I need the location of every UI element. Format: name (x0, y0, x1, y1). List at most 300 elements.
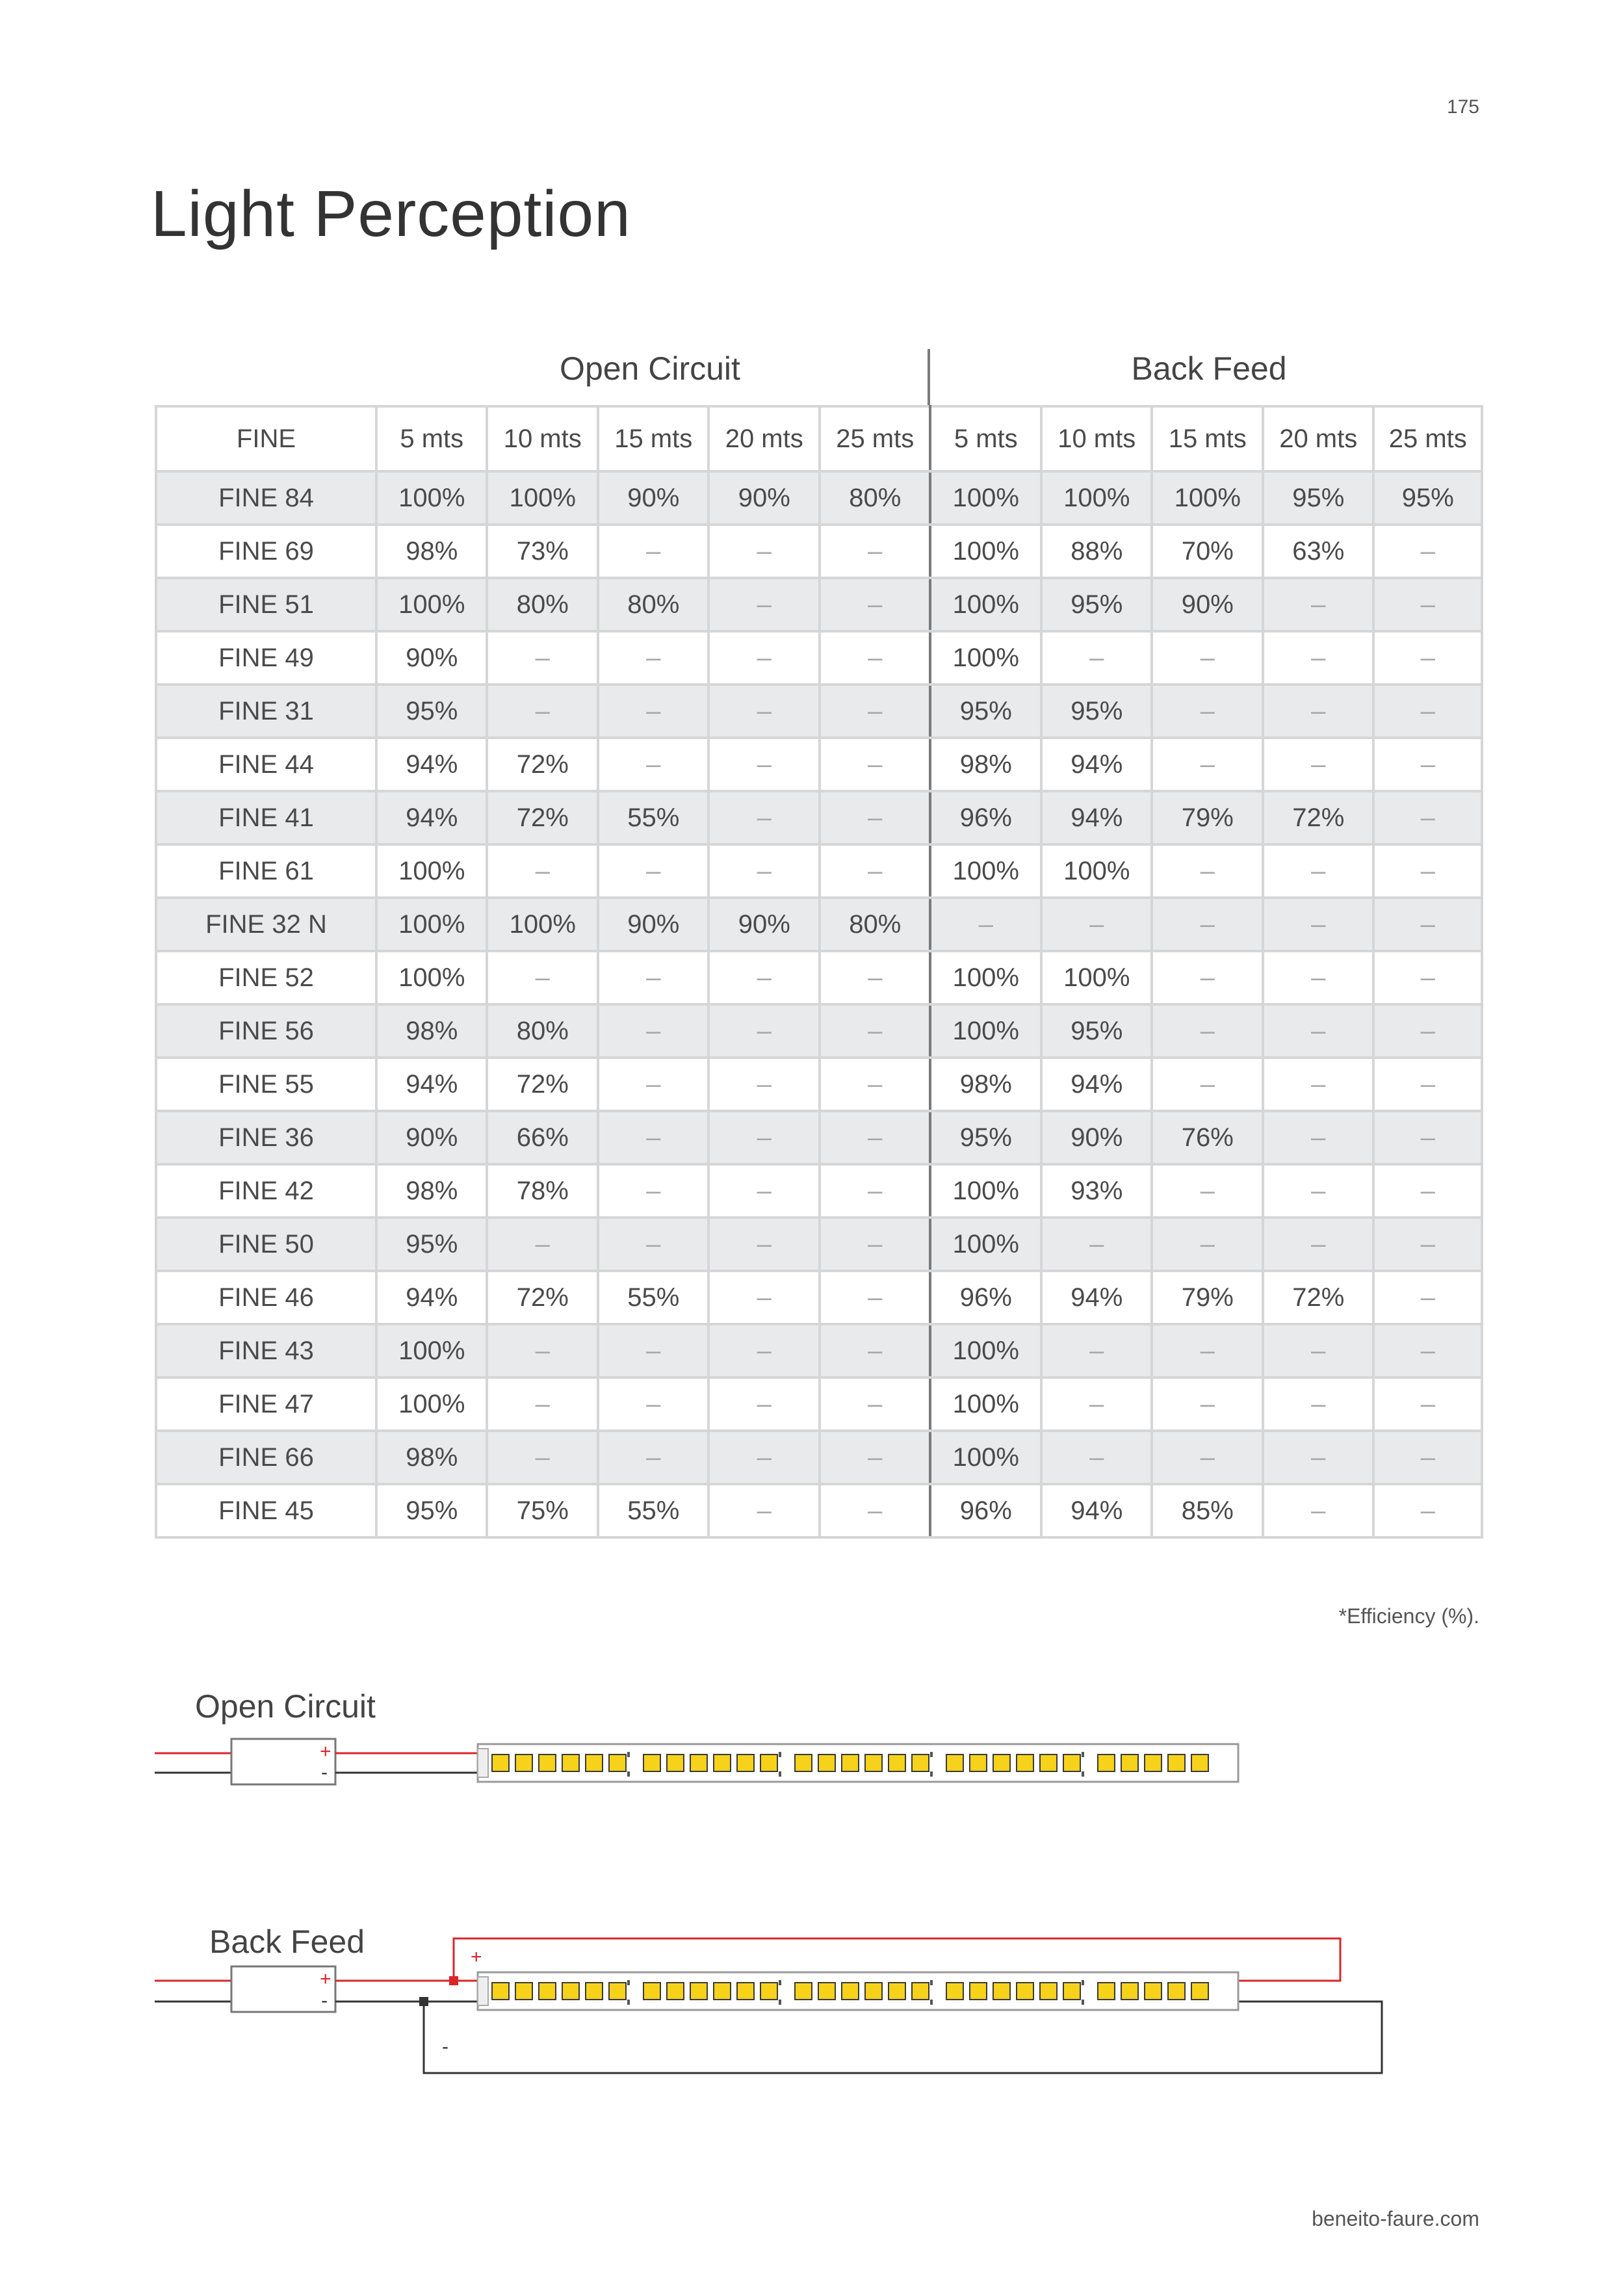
efficiency-cell: 96% (930, 1271, 1041, 1324)
bf-positive-junction (449, 1976, 458, 1985)
efficiency-cell: – (487, 1218, 598, 1271)
efficiency-cell: 76% (1152, 1111, 1263, 1164)
bf-plus-sign: + (320, 1968, 331, 1990)
model-cell: FINE 36 (156, 1111, 376, 1164)
efficiency-cell: – (708, 844, 820, 898)
efficiency-cell: – (1152, 898, 1263, 951)
efficiency-cell: – (1373, 1058, 1482, 1111)
efficiency-cell: – (708, 525, 820, 578)
page-number: 175 (1446, 96, 1479, 118)
led-chip (1121, 1755, 1138, 1771)
efficiency-cell: – (708, 1058, 820, 1111)
led-chip (760, 1983, 777, 2000)
efficiency-cell: – (598, 844, 709, 898)
efficiency-cell: – (1373, 631, 1482, 685)
efficiency-cell: 55% (598, 1271, 709, 1324)
efficiency-cell: – (1373, 844, 1482, 898)
efficiency-cell: – (708, 1271, 820, 1324)
efficiency-cell: – (820, 1431, 931, 1484)
led-chip (737, 1755, 754, 1771)
model-cell: FINE 44 (156, 738, 376, 791)
efficiency-cell: – (1263, 1431, 1374, 1484)
efficiency-cell: 94% (1041, 1058, 1152, 1111)
led-chip (1168, 1983, 1185, 2000)
model-cell: FINE 61 (156, 844, 376, 898)
led-chip (1063, 1983, 1080, 2000)
efficiency-cell: – (820, 1004, 931, 1058)
led-chip (1145, 1983, 1162, 2000)
led-chip (539, 1755, 556, 1771)
efficiency-cell: 95% (376, 1218, 487, 1271)
efficiency-cell: 95% (1041, 578, 1152, 631)
efficiency-cell: – (1373, 898, 1482, 951)
efficiency-cell: – (1152, 1058, 1263, 1111)
efficiency-cell: 90% (708, 471, 820, 525)
efficiency-footnote: *Efficiency (%). (1338, 1604, 1479, 1628)
efficiency-cell: – (1263, 1324, 1374, 1377)
cut-mark (930, 1771, 933, 1777)
efficiency-cell: 90% (598, 898, 709, 951)
efficiency-cell: – (820, 1164, 931, 1218)
oc-minus-sign: - (321, 1762, 328, 1783)
efficiency-cell: 98% (930, 738, 1041, 791)
led-chip (609, 1755, 626, 1771)
efficiency-cell: – (1041, 1431, 1152, 1484)
cut-mark (779, 1752, 781, 1757)
efficiency-cell: – (820, 578, 931, 631)
efficiency-cell: – (1373, 1324, 1482, 1377)
efficiency-cell: – (598, 1111, 709, 1164)
led-chip (667, 1755, 684, 1771)
efficiency-cell: – (1263, 898, 1374, 951)
efficiency-cell: – (820, 844, 931, 898)
led-chip (912, 1983, 929, 2000)
model-cell: FINE 49 (156, 631, 376, 685)
model-cell: FINE 50 (156, 1218, 376, 1271)
cut-mark (627, 1752, 630, 1757)
led-chip (865, 1755, 882, 1771)
efficiency-cell: – (1152, 844, 1263, 898)
efficiency-cell: – (1152, 738, 1263, 791)
efficiency-cell: – (820, 1111, 931, 1164)
led-chip (714, 1755, 731, 1771)
led-chip (1063, 1755, 1080, 1771)
efficiency-cell: 100% (1152, 471, 1263, 525)
efficiency-cell: – (1263, 1377, 1374, 1431)
efficiency-cell: 72% (487, 1058, 598, 1111)
model-cell: FINE 84 (156, 471, 376, 525)
efficiency-cell: – (1373, 685, 1482, 738)
efficiency-cell: – (487, 1324, 598, 1377)
efficiency-cell: 94% (376, 1271, 487, 1324)
bf-minus-sign: - (321, 1990, 328, 2011)
efficiency-cell: – (1373, 578, 1482, 631)
efficiency-cell: 100% (930, 1377, 1041, 1431)
efficiency-cell: 100% (1041, 471, 1152, 525)
efficiency-cell: 95% (1263, 471, 1374, 525)
efficiency-cell: – (820, 1218, 931, 1271)
efficiency-cell: 100% (930, 578, 1041, 631)
efficiency-cell: – (1152, 1164, 1263, 1218)
cut-mark (627, 2000, 630, 2005)
efficiency-cell: 80% (820, 471, 931, 525)
cut-mark (627, 1980, 630, 1985)
efficiency-cell: – (487, 844, 598, 898)
cut-mark (779, 2000, 781, 2005)
efficiency-cell: 80% (598, 578, 709, 631)
efficiency-cell: – (708, 1377, 820, 1431)
model-cell: FINE 55 (156, 1058, 376, 1111)
header-length: 5 mts (376, 406, 487, 471)
efficiency-cell: – (708, 1111, 820, 1164)
efficiency-cell: – (708, 685, 820, 738)
efficiency-cell: 100% (930, 471, 1041, 525)
header-length: 15 mts (1152, 406, 1263, 471)
led-chip (586, 1755, 603, 1771)
efficiency-cell: – (1152, 1324, 1263, 1377)
efficiency-cell: – (1041, 898, 1152, 951)
model-cell: FINE 56 (156, 1004, 376, 1058)
model-cell: FINE 46 (156, 1271, 376, 1324)
efficiency-cell: 85% (1152, 1484, 1263, 1537)
model-cell: FINE 43 (156, 1324, 376, 1377)
led-chip (492, 1755, 509, 1771)
efficiency-cell: 88% (1041, 525, 1152, 578)
led-chip (970, 1983, 987, 2000)
bf-return-plus-sign: + (471, 1946, 482, 1968)
efficiency-cell: – (708, 1218, 820, 1271)
efficiency-cell: – (1041, 631, 1152, 685)
efficiency-cell: – (820, 1058, 931, 1111)
efficiency-cell: 100% (930, 844, 1041, 898)
efficiency-cell: – (820, 738, 931, 791)
led-chip (842, 1983, 859, 2000)
led-chip (539, 1983, 556, 2000)
back-feed-diagram (155, 1938, 1382, 2073)
efficiency-cell: – (1263, 844, 1374, 898)
led-chip (842, 1755, 859, 1771)
efficiency-cell: 90% (1041, 1111, 1152, 1164)
cut-mark (930, 2000, 933, 2005)
efficiency-cell: – (598, 525, 709, 578)
bf-negative-junction (419, 1997, 428, 2006)
header-length: 10 mts (1041, 406, 1152, 471)
open-circuit-diagram (155, 1739, 1238, 1784)
efficiency-cell: – (708, 738, 820, 791)
led-chip (609, 1983, 626, 2000)
efficiency-cell: 100% (487, 471, 598, 525)
efficiency-cell: – (1263, 1484, 1374, 1537)
model-cell: FINE 47 (156, 1377, 376, 1431)
efficiency-cell: 94% (376, 791, 487, 844)
efficiency-cell: 100% (376, 1377, 487, 1431)
efficiency-cell: – (1373, 1004, 1482, 1058)
cut-mark (1082, 1752, 1084, 1757)
bf-return-negative-wire (424, 2002, 1382, 2073)
cut-mark (930, 1980, 933, 1985)
efficiency-cell: 72% (487, 791, 598, 844)
led-chip (562, 1983, 579, 2000)
efficiency-cell: – (598, 1431, 709, 1484)
led-chip (515, 1755, 532, 1771)
cut-mark (1082, 1980, 1084, 1985)
efficiency-cell: 100% (930, 525, 1041, 578)
led-chip (993, 1755, 1010, 1771)
efficiency-cell: 93% (1041, 1164, 1152, 1218)
efficiency-cell: – (598, 1058, 709, 1111)
efficiency-cell: – (708, 1004, 820, 1058)
efficiency-cell: 80% (487, 1004, 598, 1058)
efficiency-cell: 95% (930, 1111, 1041, 1164)
efficiency-cell: 98% (376, 525, 487, 578)
efficiency-cell: 94% (376, 738, 487, 791)
efficiency-cell: 66% (487, 1111, 598, 1164)
efficiency-cell: – (1152, 1218, 1263, 1271)
efficiency-cell: 80% (487, 578, 598, 631)
efficiency-cell: – (1263, 1164, 1374, 1218)
efficiency-cell: 95% (376, 685, 487, 738)
efficiency-cell: – (1373, 525, 1482, 578)
led-chip (1191, 1983, 1208, 2000)
led-chip (795, 1983, 812, 2000)
efficiency-cell: – (1041, 1218, 1152, 1271)
efficiency-cell: 95% (376, 1484, 487, 1537)
efficiency-cell: – (1373, 1431, 1482, 1484)
efficiency-cell: – (598, 1164, 709, 1218)
cut-mark (627, 1771, 630, 1777)
efficiency-cell: – (598, 1324, 709, 1377)
led-chip (1017, 1755, 1033, 1771)
model-cell: FINE 52 (156, 951, 376, 1004)
efficiency-cell: – (487, 631, 598, 685)
led-chip (818, 1755, 835, 1771)
efficiency-cell: 98% (376, 1431, 487, 1484)
efficiency-cell: 63% (1263, 525, 1374, 578)
efficiency-cell: 100% (376, 844, 487, 898)
oc-strip-connector (478, 1749, 488, 1777)
led-chip (1098, 1983, 1115, 2000)
efficiency-cell: – (1373, 1484, 1482, 1537)
efficiency-cell: – (820, 631, 931, 685)
efficiency-cell: 70% (1152, 525, 1263, 578)
efficiency-cell: – (708, 1324, 820, 1377)
efficiency-cell: – (1263, 738, 1374, 791)
efficiency-cell: 100% (1041, 951, 1152, 1004)
efficiency-cell: 94% (1041, 738, 1152, 791)
efficiency-cell: – (598, 1218, 709, 1271)
led-chip (492, 1983, 509, 2000)
led-chip (946, 1983, 963, 2000)
efficiency-cell: 98% (376, 1164, 487, 1218)
efficiency-cell: – (1373, 791, 1482, 844)
efficiency-cell: – (820, 791, 931, 844)
led-chip (795, 1755, 812, 1771)
efficiency-cell: 100% (487, 898, 598, 951)
efficiency-cell: – (1152, 631, 1263, 685)
model-cell: FINE 66 (156, 1431, 376, 1484)
led-chip (667, 1983, 684, 2000)
efficiency-cell: – (598, 631, 709, 685)
efficiency-cell: 90% (376, 1111, 487, 1164)
efficiency-cell: – (1152, 951, 1263, 1004)
efficiency-cell: – (1041, 1324, 1152, 1377)
efficiency-cell: – (1263, 1058, 1374, 1111)
efficiency-cell: – (820, 685, 931, 738)
led-chip (912, 1755, 929, 1771)
led-chip (1191, 1755, 1208, 1771)
efficiency-cell: 75% (487, 1484, 598, 1537)
efficiency-cell: 95% (930, 685, 1041, 738)
led-chip (1145, 1755, 1162, 1771)
efficiency-cell: – (708, 791, 820, 844)
efficiency-cell: 100% (930, 1164, 1041, 1218)
efficiency-cell: 95% (1041, 1004, 1152, 1058)
efficiency-cell: 94% (376, 1058, 487, 1111)
efficiency-cell: 55% (598, 791, 709, 844)
model-cell: FINE 42 (156, 1164, 376, 1218)
model-cell: FINE 45 (156, 1484, 376, 1537)
led-chip (643, 1755, 660, 1771)
led-chip (690, 1755, 707, 1771)
cut-mark (1082, 2000, 1084, 2005)
efficiency-cell: 80% (820, 898, 931, 951)
model-cell: FINE 31 (156, 685, 376, 738)
header-length: 5 mts (930, 406, 1041, 471)
efficiency-cell: 98% (930, 1058, 1041, 1111)
led-chip (993, 1983, 1010, 2000)
header-length: 20 mts (1263, 406, 1374, 471)
header-model: FINE (156, 406, 376, 471)
led-chip (643, 1983, 660, 2000)
efficiency-cell: – (820, 1324, 931, 1377)
efficiency-cell: 95% (1041, 685, 1152, 738)
efficiency-cell: 100% (376, 951, 487, 1004)
page-title: Light Perception (151, 177, 631, 250)
led-chip (1098, 1755, 1115, 1771)
efficiency-cell: 96% (930, 791, 1041, 844)
efficiency-cell: 94% (1041, 1271, 1152, 1324)
efficiency-cell: – (1373, 1377, 1482, 1431)
header-length: 10 mts (487, 406, 598, 471)
efficiency-cell: 90% (1152, 578, 1263, 631)
efficiency-cell: – (708, 1164, 820, 1218)
bf-strip-connector (478, 1977, 488, 2005)
header-length: 25 mts (820, 406, 931, 471)
oc-plus-sign: + (320, 1741, 331, 1762)
led-chip (889, 1755, 905, 1771)
efficiency-cell: 72% (487, 738, 598, 791)
led-chip (714, 1983, 731, 2000)
efficiency-cell: 100% (376, 1324, 487, 1377)
efficiency-cell: – (598, 951, 709, 1004)
efficiency-cell: 94% (1041, 791, 1152, 844)
cut-mark (930, 1752, 933, 1757)
efficiency-cell: 78% (487, 1164, 598, 1218)
efficiency-cell: – (1152, 685, 1263, 738)
model-cell: FINE 32 N (156, 898, 376, 951)
led-chip (586, 1983, 603, 2000)
efficiency-cell: 100% (930, 1431, 1041, 1484)
efficiency-cell: 100% (376, 898, 487, 951)
footer-website: beneito-faure.com (1312, 2207, 1479, 2230)
efficiency-cell: 100% (930, 631, 1041, 685)
efficiency-cell: – (820, 951, 931, 1004)
led-chip (1017, 1983, 1033, 2000)
efficiency-cell: – (487, 685, 598, 738)
efficiency-cell: – (1373, 951, 1482, 1004)
efficiency-cell: – (598, 1004, 709, 1058)
efficiency-cell: 72% (1263, 791, 1374, 844)
model-cell: FINE 69 (156, 525, 376, 578)
open-circuit-group-header: Open Circuit (560, 350, 740, 387)
led-chip (946, 1755, 963, 1771)
bf-return-minus-sign: - (442, 2036, 448, 2057)
efficiency-cell: – (820, 1271, 931, 1324)
efficiency-cell: 100% (930, 1324, 1041, 1377)
efficiency-cell: – (708, 631, 820, 685)
efficiency-cell: 79% (1152, 1271, 1263, 1324)
back-feed-group-header: Back Feed (1131, 350, 1287, 387)
efficiency-cell: – (1263, 1111, 1374, 1164)
led-chip (1040, 1755, 1057, 1771)
efficiency-cell: 96% (930, 1484, 1041, 1537)
efficiency-cell: – (1152, 1431, 1263, 1484)
led-chip (737, 1983, 754, 2000)
header-length: 25 mts (1373, 406, 1482, 471)
efficiency-cell: – (598, 685, 709, 738)
cut-mark (1082, 1771, 1084, 1777)
led-chip (515, 1983, 532, 2000)
efficiency-cell: – (1041, 1377, 1152, 1431)
header-length: 20 mts (708, 406, 820, 471)
efficiency-cell: 100% (376, 471, 487, 525)
efficiency-cell: – (820, 1377, 931, 1431)
efficiency-cell: – (820, 525, 931, 578)
efficiency-cell: – (708, 1484, 820, 1537)
led-chip (818, 1983, 835, 2000)
efficiency-cell: – (930, 898, 1041, 951)
cut-mark (779, 1771, 781, 1777)
efficiency-cell: – (598, 738, 709, 791)
efficiency-cell: – (708, 578, 820, 631)
cut-mark (779, 1980, 781, 1985)
led-chip (690, 1983, 707, 2000)
efficiency-cell: 90% (708, 898, 820, 951)
efficiency-cell: 100% (930, 1218, 1041, 1271)
efficiency-cell: 72% (1263, 1271, 1374, 1324)
led-chip (1121, 1983, 1138, 2000)
efficiency-cell: – (1263, 951, 1374, 1004)
back-feed-diagram-label: Back Feed (209, 1924, 365, 1960)
led-chip (970, 1755, 987, 1771)
efficiency-cell: – (1263, 1218, 1374, 1271)
efficiency-cell: – (1152, 1377, 1263, 1431)
efficiency-cell: 79% (1152, 791, 1263, 844)
led-chip (865, 1983, 882, 2000)
efficiency-cell: – (708, 1431, 820, 1484)
efficiency-cell: – (708, 951, 820, 1004)
model-cell: FINE 51 (156, 578, 376, 631)
efficiency-cell: – (1263, 631, 1374, 685)
efficiency-cell: 100% (930, 1004, 1041, 1058)
efficiency-cell: 100% (1041, 844, 1152, 898)
efficiency-cell: – (487, 1431, 598, 1484)
led-chip (760, 1755, 777, 1771)
efficiency-cell: – (598, 1377, 709, 1431)
led-chip (889, 1983, 905, 2000)
efficiency-cell: – (1263, 1004, 1374, 1058)
header-length: 15 mts (598, 406, 709, 471)
